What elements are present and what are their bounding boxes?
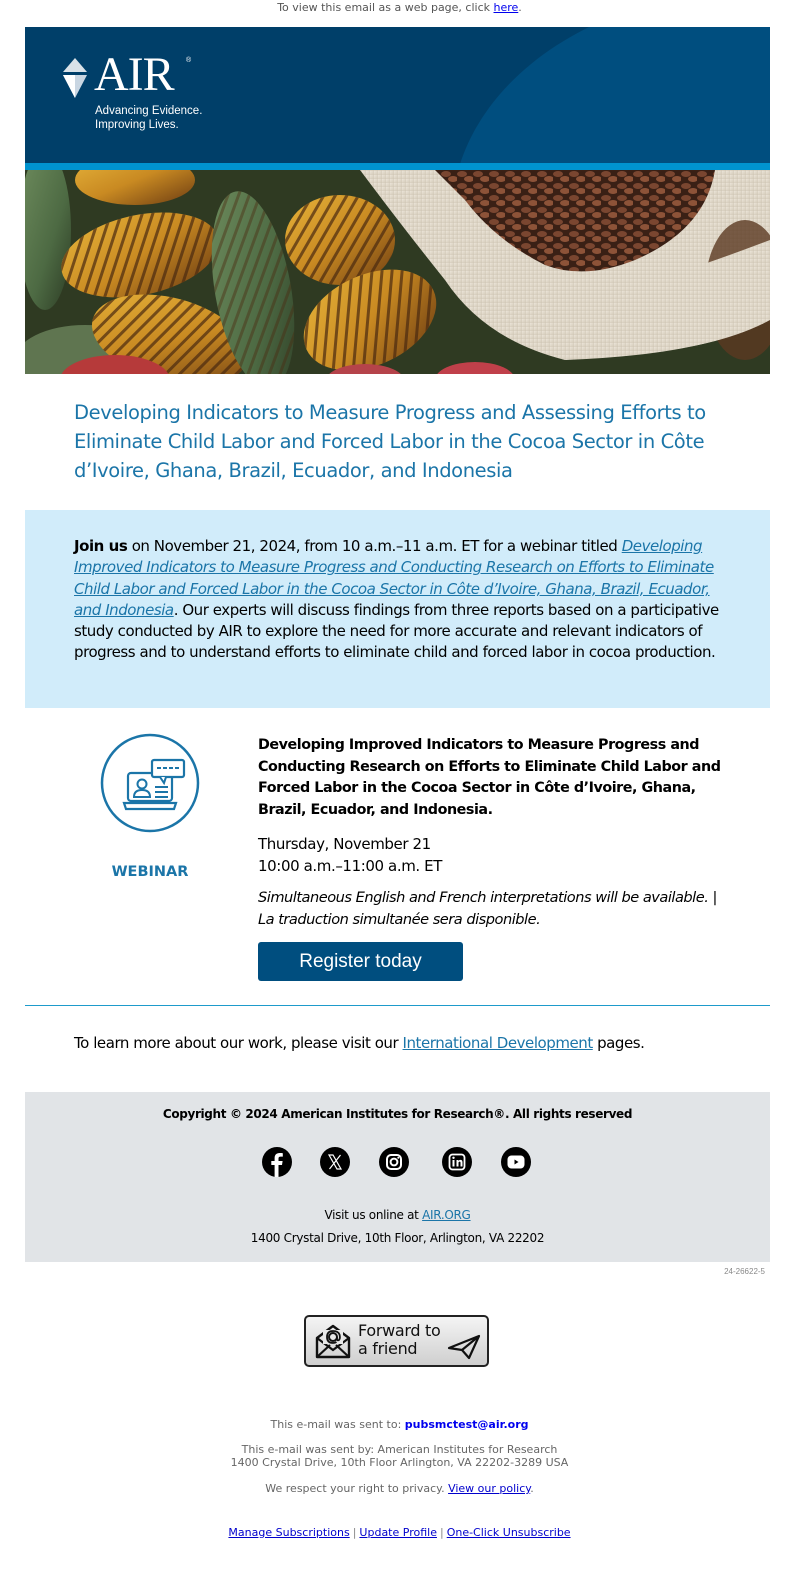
email-headline: Developing Indicators to Measure Progress and Assessing Efforts to Eliminate Child Labor and Forced Labor in the Cocoa Sector in Côte d’Ivoire, Ghana, Brazil, Ecuador, and Indonesia [74, 401, 706, 482]
paper-plane-icon [447, 1334, 481, 1360]
update-profile-link[interactable]: Update Profile [359, 1526, 437, 1539]
webinar-laptop-icon [100, 733, 200, 833]
webinar-title-link[interactable]: Developing Improved Indicators to Measure Progress and Conducting Research on Efforts to Eliminate Child Labor and Forced Labor in the Cocoa Sector in Côte d’Ivoire, Ghana, Brazil, Ecuador, and Indonesia [74, 537, 714, 619]
envelope-at-icon [314, 1322, 352, 1360]
intro-text-after-link: . Our experts will discuss findings from three reports based on a participative study conducted by AIR to explore the need for more accurate and relevant indicators of progress and to understand efforts to eliminate child and forced labor in cocoa production. [74, 600, 719, 662]
interpretation-note: Simultaneous English and French interpretations will be available. | La traduction simultanée sera disponible. [258, 889, 717, 928]
sent-to-label: This e-mail was sent to: [270, 1418, 405, 1431]
event-title: Developing Improved Indicators to Measure Progress and Conducting Research on Efforts to Eliminate Child Labor and Forced Labor in the Cocoa Sector in Côte d’Ivoire, Ghana, Brazil, Ecuador, and Indonesia. [258, 737, 721, 818]
international-development-link[interactable]: International Development [402, 1034, 593, 1052]
header-swoosh-decoration [430, 27, 770, 163]
x-icon[interactable] [320, 1147, 350, 1177]
visit-online-text: Visit us online at [324, 1208, 423, 1222]
forward-label-line-2: a friend [358, 1339, 418, 1358]
webinar-label: WEBINAR [111, 864, 189, 880]
sent-to-line [0, 1418, 799, 1431]
event-date: Thursday, November 21 [258, 835, 431, 853]
sent-by-block [0, 1443, 799, 1469]
privacy-line [0, 1482, 799, 1495]
event-datetime [258, 833, 728, 877]
view-policy-link[interactable]: View our policy [448, 1482, 531, 1495]
facebook-icon[interactable] [262, 1147, 292, 1177]
privacy-suffix: . [530, 1482, 534, 1495]
intro-bold-lead: Join us [74, 537, 128, 555]
intro-paragraph [74, 536, 734, 664]
air-org-link[interactable]: AIR.ORG [422, 1208, 471, 1222]
view-as-webpage-link[interactable]: here [493, 1, 519, 14]
recipient-email: pubsmctest@air.org [404, 1418, 529, 1431]
intro-text-before-link: on November 21, 2024, from 10 a.m.–11 a.m. ET for a webinar titled [127, 537, 622, 555]
footer-address: 1400 Crystal Drive, 10th Floor, Arlington, VA 22202 [250, 1231, 545, 1245]
view-as-webpage-suffix: . [518, 1, 522, 14]
view-as-webpage-text: To view this email as a web page, click [277, 1, 494, 14]
register-today-button[interactable]: Register today [258, 942, 463, 981]
cocoa-photo-illustration [25, 170, 770, 374]
email-job-code: 24-26622-5 [724, 1267, 765, 1276]
header-accent-stripe [25, 163, 770, 170]
subscription-links [0, 1526, 799, 1539]
learn-more-text: To learn more about our work, please visit our [74, 1034, 403, 1052]
tagline-line-2: Improving Lives. [95, 119, 179, 131]
tagline-line-1: Advancing Evidence. [95, 105, 203, 117]
link-separator: | [439, 1526, 444, 1539]
forward-label-line-1: Forward to [358, 1321, 441, 1340]
learn-more-suffix: pages. [592, 1034, 645, 1052]
forward-to-friend-label [358, 1322, 441, 1358]
event-time: 10:00 a.m.–11:00 a.m. ET [258, 857, 442, 875]
air-logo [61, 48, 221, 134]
section-divider [25, 1005, 770, 1006]
sent-by-line-1: This e-mail was sent by: American Institutes for Research [241, 1443, 558, 1456]
air-logo-text: AIR [94, 48, 174, 101]
copyright-text: Copyright © 2024 American Institutes for Research®. All rights reserved [162, 1107, 633, 1121]
visit-online-line [25, 1207, 770, 1224]
link-separator: | [352, 1526, 357, 1539]
air-logo-mark-icon [61, 58, 89, 98]
manage-subscriptions-link[interactable]: Manage Subscriptions [228, 1526, 350, 1539]
hero-cocoa-image [25, 170, 770, 374]
linkedin-icon[interactable] [442, 1147, 472, 1177]
registered-mark: ® [186, 57, 192, 64]
privacy-text: We respect your right to privacy. [265, 1482, 449, 1495]
one-click-unsubscribe-link[interactable]: One-Click Unsubscribe [446, 1526, 571, 1539]
forward-to-friend-button[interactable] [304, 1315, 489, 1367]
brand-tagline [95, 104, 202, 132]
view-as-webpage-line [0, 0, 799, 15]
sent-by-line-2: 1400 Crystal Drive, 10th Floor Arlington, VA 22202-3289 USA [230, 1456, 569, 1469]
youtube-icon[interactable] [501, 1147, 531, 1177]
learn-more-line [74, 1032, 754, 1054]
instagram-icon[interactable] [379, 1147, 409, 1177]
